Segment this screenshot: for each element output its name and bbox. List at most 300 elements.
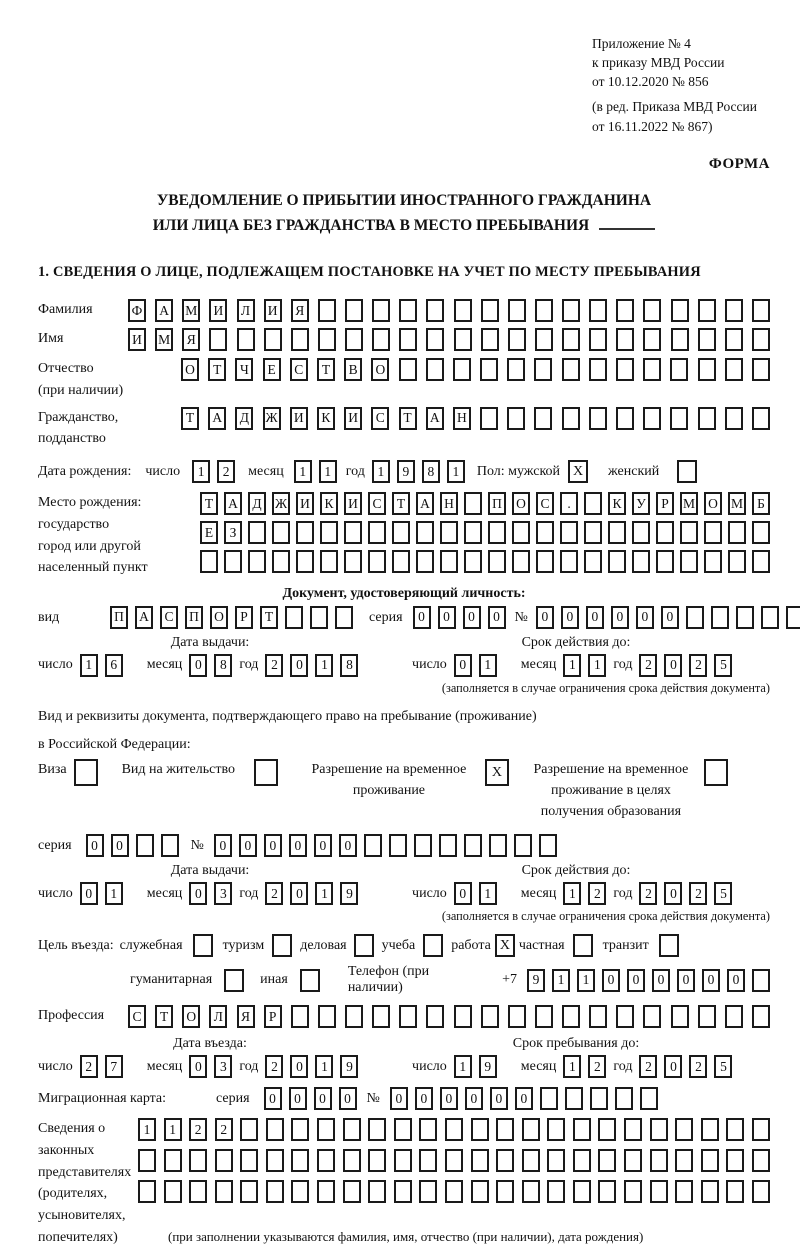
form-cell[interactable] xyxy=(240,1180,258,1203)
form-cell[interactable]: Т xyxy=(399,407,417,430)
form-cell[interactable] xyxy=(464,521,482,544)
form-cell[interactable] xyxy=(392,521,410,544)
form-cell[interactable]: И xyxy=(128,328,146,351)
form-cell[interactable]: 0 xyxy=(536,606,554,629)
form-cell[interactable] xyxy=(291,1180,309,1203)
form-cell[interactable] xyxy=(264,328,282,351)
form-cell[interactable] xyxy=(643,358,661,381)
temp-residence-edu-checkbox[interactable] xyxy=(704,759,728,786)
form-cell[interactable] xyxy=(535,1005,553,1028)
form-cell[interactable] xyxy=(560,550,578,573)
form-cell[interactable]: 9 xyxy=(340,1055,358,1078)
form-cell[interactable] xyxy=(608,550,626,573)
form-cell[interactable] xyxy=(317,1149,335,1172)
form-cell[interactable] xyxy=(598,1118,616,1141)
form-cell[interactable]: 0 xyxy=(490,1087,508,1110)
form-cell[interactable] xyxy=(291,1118,309,1141)
form-cell[interactable]: 2 xyxy=(639,654,657,677)
form-cell[interactable]: Ж xyxy=(272,492,290,515)
form-cell[interactable]: 0 xyxy=(454,882,472,905)
form-cell[interactable]: 0 xyxy=(239,834,257,857)
form-cell[interactable] xyxy=(680,521,698,544)
form-cell[interactable] xyxy=(573,1118,591,1141)
form-cell[interactable] xyxy=(752,1118,770,1141)
form-cell[interactable]: 0 xyxy=(661,606,679,629)
form-cell[interactable] xyxy=(426,1005,444,1028)
form-cell[interactable] xyxy=(318,299,336,322)
form-cell[interactable]: 0 xyxy=(264,834,282,857)
form-cell[interactable] xyxy=(650,1180,668,1203)
form-cell[interactable]: 1 xyxy=(315,882,333,905)
form-cell[interactable] xyxy=(266,1118,284,1141)
form-cell[interactable]: 2 xyxy=(265,1055,283,1078)
form-cell[interactable]: С xyxy=(290,358,308,381)
form-cell[interactable] xyxy=(671,1005,689,1028)
form-cell[interactable]: О xyxy=(182,1005,200,1028)
form-cell[interactable]: З xyxy=(224,521,242,544)
form-cell[interactable] xyxy=(752,299,770,322)
form-cell[interactable] xyxy=(701,1149,719,1172)
form-cell[interactable]: 0 xyxy=(415,1087,433,1110)
form-cell[interactable] xyxy=(675,1180,693,1203)
form-cell[interactable] xyxy=(698,407,716,430)
form-cell[interactable] xyxy=(589,328,607,351)
form-cell[interactable] xyxy=(547,1118,565,1141)
form-cell[interactable] xyxy=(138,1149,156,1172)
form-cell[interactable]: 0 xyxy=(189,882,207,905)
form-cell[interactable] xyxy=(372,328,390,351)
form-cell[interactable]: 0 xyxy=(86,834,104,857)
form-cell[interactable] xyxy=(285,606,303,629)
form-cell[interactable] xyxy=(675,1118,693,1141)
form-cell[interactable] xyxy=(345,328,363,351)
form-cell[interactable] xyxy=(701,1180,719,1203)
form-cell[interactable] xyxy=(786,606,800,629)
form-cell[interactable] xyxy=(464,834,482,857)
form-cell[interactable]: 2 xyxy=(265,654,283,677)
form-cell[interactable] xyxy=(624,1118,642,1141)
form-cell[interactable] xyxy=(584,492,602,515)
form-cell[interactable] xyxy=(512,521,530,544)
form-cell[interactable]: Д xyxy=(235,407,253,430)
form-cell[interactable] xyxy=(209,328,227,351)
form-cell[interactable] xyxy=(136,834,154,857)
form-cell[interactable] xyxy=(534,358,552,381)
form-cell[interactable] xyxy=(464,550,482,573)
form-cell[interactable]: 1 xyxy=(563,1055,581,1078)
form-cell[interactable]: . xyxy=(560,492,578,515)
form-cell[interactable] xyxy=(671,328,689,351)
form-cell[interactable]: 7 xyxy=(105,1055,123,1078)
form-cell[interactable] xyxy=(317,1180,335,1203)
form-cell[interactable] xyxy=(464,492,482,515)
form-cell[interactable] xyxy=(481,299,499,322)
form-cell[interactable]: 8 xyxy=(422,460,440,483)
form-cell[interactable]: 2 xyxy=(588,882,606,905)
form-cell[interactable] xyxy=(200,550,218,573)
gender-male-checkbox[interactable]: X xyxy=(568,460,588,483)
form-cell[interactable]: 0 xyxy=(664,654,682,677)
form-cell[interactable]: 9 xyxy=(527,969,545,992)
form-cell[interactable] xyxy=(698,358,716,381)
form-cell[interactable]: 0 xyxy=(413,606,431,629)
form-cell[interactable] xyxy=(704,521,722,544)
form-cell[interactable]: 0 xyxy=(463,606,481,629)
form-cell[interactable] xyxy=(320,521,338,544)
form-cell[interactable] xyxy=(562,1005,580,1028)
form-cell[interactable] xyxy=(522,1149,540,1172)
form-cell[interactable] xyxy=(632,521,650,544)
form-cell[interactable] xyxy=(368,1149,386,1172)
form-cell[interactable] xyxy=(344,521,362,544)
form-cell[interactable]: 2 xyxy=(588,1055,606,1078)
form-cell[interactable]: П xyxy=(110,606,128,629)
form-cell[interactable]: 0 xyxy=(339,1087,357,1110)
form-cell[interactable]: Н xyxy=(453,407,471,430)
form-cell[interactable]: Д xyxy=(248,492,266,515)
form-cell[interactable]: Ч xyxy=(235,358,253,381)
form-cell[interactable]: Е xyxy=(263,358,281,381)
form-cell[interactable] xyxy=(445,1180,463,1203)
form-cell[interactable] xyxy=(725,328,743,351)
form-cell[interactable] xyxy=(573,1149,591,1172)
form-cell[interactable]: У xyxy=(632,492,650,515)
form-cell[interactable] xyxy=(237,328,255,351)
purpose-tourism-checkbox[interactable] xyxy=(272,934,292,957)
form-cell[interactable]: П xyxy=(185,606,203,629)
gender-female-checkbox[interactable] xyxy=(677,460,697,483)
form-cell[interactable] xyxy=(616,1005,634,1028)
form-cell[interactable] xyxy=(752,521,770,544)
form-cell[interactable] xyxy=(368,521,386,544)
purpose-humanitarian-checkbox[interactable] xyxy=(224,969,244,992)
form-cell[interactable] xyxy=(440,550,458,573)
form-cell[interactable]: 2 xyxy=(689,882,707,905)
form-cell[interactable]: 0 xyxy=(314,834,332,857)
form-cell[interactable] xyxy=(589,407,607,430)
form-cell[interactable]: О xyxy=(371,358,389,381)
form-cell[interactable] xyxy=(725,407,743,430)
form-cell[interactable]: 0 xyxy=(390,1087,408,1110)
form-cell[interactable] xyxy=(686,606,704,629)
form-cell[interactable] xyxy=(508,299,526,322)
form-cell[interactable] xyxy=(670,358,688,381)
form-cell[interactable]: 0 xyxy=(339,834,357,857)
form-cell[interactable]: 3 xyxy=(214,882,232,905)
form-cell[interactable]: 2 xyxy=(639,1055,657,1078)
form-cell[interactable] xyxy=(272,521,290,544)
form-cell[interactable] xyxy=(480,358,498,381)
form-cell[interactable]: 6 xyxy=(105,654,123,677)
form-cell[interactable] xyxy=(291,1149,309,1172)
form-cell[interactable] xyxy=(399,358,417,381)
form-cell[interactable]: 0 xyxy=(664,1055,682,1078)
form-cell[interactable]: Т xyxy=(181,407,199,430)
form-cell[interactable]: Я xyxy=(237,1005,255,1028)
form-cell[interactable] xyxy=(640,1087,658,1110)
form-cell[interactable]: 0 xyxy=(80,882,98,905)
form-cell[interactable] xyxy=(240,1149,258,1172)
form-cell[interactable]: 1 xyxy=(479,882,497,905)
form-cell[interactable]: 2 xyxy=(189,1118,207,1141)
form-cell[interactable]: Н xyxy=(440,492,458,515)
form-cell[interactable]: 0 xyxy=(586,606,604,629)
form-cell[interactable]: Т xyxy=(155,1005,173,1028)
form-cell[interactable] xyxy=(399,328,417,351)
purpose-study-checkbox[interactable] xyxy=(423,934,443,957)
form-cell[interactable]: Т xyxy=(208,358,226,381)
form-cell[interactable] xyxy=(164,1149,182,1172)
form-cell[interactable]: А xyxy=(416,492,434,515)
form-cell[interactable] xyxy=(562,299,580,322)
purpose-transit-checkbox[interactable] xyxy=(659,934,679,957)
form-cell[interactable]: 1 xyxy=(372,460,390,483)
form-cell[interactable] xyxy=(752,1005,770,1028)
form-cell[interactable] xyxy=(317,1118,335,1141)
form-cell[interactable]: Р xyxy=(235,606,253,629)
form-cell[interactable]: 5 xyxy=(714,654,732,677)
form-cell[interactable] xyxy=(584,521,602,544)
form-cell[interactable] xyxy=(488,521,506,544)
form-cell[interactable] xyxy=(224,550,242,573)
form-cell[interactable] xyxy=(643,328,661,351)
form-cell[interactable] xyxy=(589,1005,607,1028)
form-cell[interactable]: 1 xyxy=(552,969,570,992)
form-cell[interactable] xyxy=(535,299,553,322)
form-cell[interactable]: 0 xyxy=(515,1087,533,1110)
form-cell[interactable]: 2 xyxy=(215,1118,233,1141)
form-cell[interactable] xyxy=(394,1149,412,1172)
form-cell[interactable] xyxy=(481,328,499,351)
form-cell[interactable]: И xyxy=(344,407,362,430)
form-cell[interactable] xyxy=(344,550,362,573)
form-cell[interactable] xyxy=(547,1149,565,1172)
form-cell[interactable] xyxy=(508,328,526,351)
form-cell[interactable]: 0 xyxy=(189,654,207,677)
form-cell[interactable] xyxy=(608,521,626,544)
form-cell[interactable] xyxy=(671,299,689,322)
form-cell[interactable]: 0 xyxy=(440,1087,458,1110)
form-cell[interactable] xyxy=(752,550,770,573)
form-cell[interactable] xyxy=(643,299,661,322)
form-cell[interactable] xyxy=(752,969,770,992)
form-cell[interactable] xyxy=(138,1180,156,1203)
form-cell[interactable] xyxy=(296,521,314,544)
form-cell[interactable] xyxy=(752,1180,770,1203)
form-cell[interactable] xyxy=(643,1005,661,1028)
form-cell[interactable] xyxy=(318,1005,336,1028)
form-cell[interactable] xyxy=(573,1180,591,1203)
form-cell[interactable] xyxy=(680,550,698,573)
form-cell[interactable]: 2 xyxy=(689,654,707,677)
form-cell[interactable]: И xyxy=(296,492,314,515)
form-cell[interactable] xyxy=(522,1180,540,1203)
form-cell[interactable] xyxy=(343,1118,361,1141)
form-cell[interactable] xyxy=(419,1149,437,1172)
form-cell[interactable] xyxy=(726,1180,744,1203)
form-cell[interactable]: 5 xyxy=(714,1055,732,1078)
form-cell[interactable] xyxy=(752,358,770,381)
form-cell[interactable]: 1 xyxy=(138,1118,156,1141)
form-cell[interactable] xyxy=(701,1118,719,1141)
form-cell[interactable] xyxy=(320,550,338,573)
form-cell[interactable] xyxy=(248,521,266,544)
form-cell[interactable]: 9 xyxy=(340,882,358,905)
purpose-business-checkbox[interactable] xyxy=(354,934,374,957)
form-cell[interactable] xyxy=(507,358,525,381)
form-cell[interactable]: 2 xyxy=(265,882,283,905)
form-cell[interactable] xyxy=(439,834,457,857)
form-cell[interactable]: И xyxy=(344,492,362,515)
form-cell[interactable] xyxy=(726,1118,744,1141)
form-cell[interactable]: 0 xyxy=(290,1055,308,1078)
form-cell[interactable] xyxy=(643,407,661,430)
form-cell[interactable]: Р xyxy=(264,1005,282,1028)
form-cell[interactable]: 1 xyxy=(454,1055,472,1078)
form-cell[interactable] xyxy=(562,358,580,381)
form-cell[interactable]: 1 xyxy=(164,1118,182,1141)
form-cell[interactable]: 0 xyxy=(652,969,670,992)
form-cell[interactable] xyxy=(728,550,746,573)
form-cell[interactable] xyxy=(368,1180,386,1203)
form-cell[interactable]: М xyxy=(680,492,698,515)
form-cell[interactable]: 0 xyxy=(264,1087,282,1110)
form-cell[interactable]: 0 xyxy=(702,969,720,992)
form-cell[interactable]: 0 xyxy=(111,834,129,857)
form-cell[interactable] xyxy=(598,1180,616,1203)
form-cell[interactable] xyxy=(368,1118,386,1141)
form-cell[interactable] xyxy=(189,1180,207,1203)
form-cell[interactable]: 2 xyxy=(689,1055,707,1078)
form-cell[interactable] xyxy=(560,521,578,544)
form-cell[interactable]: 9 xyxy=(479,1055,497,1078)
form-cell[interactable] xyxy=(736,606,754,629)
form-cell[interactable]: 0 xyxy=(314,1087,332,1110)
form-cell[interactable] xyxy=(632,550,650,573)
form-cell[interactable] xyxy=(215,1149,233,1172)
form-cell[interactable] xyxy=(454,328,472,351)
form-cell[interactable] xyxy=(454,1005,472,1028)
form-cell[interactable]: 0 xyxy=(636,606,654,629)
form-cell[interactable] xyxy=(562,328,580,351)
form-cell[interactable]: 0 xyxy=(611,606,629,629)
form-cell[interactable]: В xyxy=(344,358,362,381)
form-cell[interactable] xyxy=(454,299,472,322)
form-cell[interactable] xyxy=(266,1180,284,1203)
form-cell[interactable] xyxy=(272,550,290,573)
form-cell[interactable]: С xyxy=(536,492,554,515)
form-cell[interactable] xyxy=(372,1005,390,1028)
form-cell[interactable]: 1 xyxy=(588,654,606,677)
form-cell[interactable] xyxy=(426,299,444,322)
form-cell[interactable] xyxy=(675,1149,693,1172)
form-cell[interactable]: О xyxy=(181,358,199,381)
form-cell[interactable] xyxy=(616,299,634,322)
form-cell[interactable] xyxy=(725,299,743,322)
form-cell[interactable]: С xyxy=(160,606,178,629)
form-cell[interactable] xyxy=(598,1149,616,1172)
form-cell[interactable] xyxy=(248,550,266,573)
form-cell[interactable] xyxy=(445,1118,463,1141)
form-cell[interactable] xyxy=(728,521,746,544)
form-cell[interactable]: 0 xyxy=(214,834,232,857)
form-cell[interactable]: 8 xyxy=(340,654,358,677)
form-cell[interactable] xyxy=(547,1180,565,1203)
form-cell[interactable] xyxy=(565,1087,583,1110)
form-cell[interactable]: А xyxy=(224,492,242,515)
form-cell[interactable]: С xyxy=(368,492,386,515)
form-cell[interactable] xyxy=(368,550,386,573)
form-cell[interactable] xyxy=(496,1149,514,1172)
form-cell[interactable] xyxy=(215,1180,233,1203)
form-cell[interactable]: 3 xyxy=(214,1055,232,1078)
form-cell[interactable]: И xyxy=(209,299,227,322)
form-cell[interactable] xyxy=(343,1180,361,1203)
form-cell[interactable]: 0 xyxy=(289,1087,307,1110)
form-cell[interactable] xyxy=(426,328,444,351)
form-cell[interactable] xyxy=(445,1149,463,1172)
form-cell[interactable] xyxy=(725,1005,743,1028)
form-cell[interactable]: 0 xyxy=(561,606,579,629)
form-cell[interactable]: 1 xyxy=(563,654,581,677)
form-cell[interactable]: П xyxy=(488,492,506,515)
form-cell[interactable]: А xyxy=(208,407,226,430)
form-cell[interactable] xyxy=(507,407,525,430)
form-cell[interactable] xyxy=(310,606,328,629)
form-cell[interactable] xyxy=(471,1149,489,1172)
form-cell[interactable]: И xyxy=(290,407,308,430)
form-cell[interactable]: С xyxy=(371,407,389,430)
form-cell[interactable] xyxy=(540,1087,558,1110)
form-cell[interactable] xyxy=(726,1149,744,1172)
form-cell[interactable]: С xyxy=(128,1005,146,1028)
form-cell[interactable] xyxy=(589,299,607,322)
form-cell[interactable]: 9 xyxy=(397,460,415,483)
form-cell[interactable]: 1 xyxy=(80,654,98,677)
form-cell[interactable] xyxy=(704,550,722,573)
form-cell[interactable] xyxy=(343,1149,361,1172)
form-cell[interactable] xyxy=(752,328,770,351)
form-cell[interactable] xyxy=(589,358,607,381)
purpose-private-checkbox[interactable] xyxy=(573,934,593,957)
form-cell[interactable]: 1 xyxy=(563,882,581,905)
form-cell[interactable]: Я xyxy=(182,328,200,351)
form-cell[interactable] xyxy=(372,299,390,322)
form-cell[interactable]: 0 xyxy=(602,969,620,992)
form-cell[interactable] xyxy=(419,1118,437,1141)
form-cell[interactable]: К xyxy=(608,492,626,515)
form-cell[interactable]: 1 xyxy=(479,654,497,677)
form-cell[interactable] xyxy=(392,550,410,573)
form-cell[interactable] xyxy=(539,834,557,857)
form-cell[interactable] xyxy=(318,328,336,351)
form-cell[interactable]: Я xyxy=(291,299,309,322)
form-cell[interactable]: 1 xyxy=(294,460,312,483)
purpose-official-checkbox[interactable] xyxy=(193,934,213,957)
form-cell[interactable]: М xyxy=(155,328,173,351)
form-cell[interactable] xyxy=(416,550,434,573)
form-cell[interactable] xyxy=(670,407,688,430)
form-cell[interactable]: Т xyxy=(200,492,218,515)
form-cell[interactable]: А xyxy=(426,407,444,430)
form-cell[interactable]: 1 xyxy=(105,882,123,905)
form-cell[interactable] xyxy=(752,407,770,430)
form-cell[interactable] xyxy=(399,1005,417,1028)
form-cell[interactable] xyxy=(291,328,309,351)
form-cell[interactable]: Ф xyxy=(128,299,146,322)
form-cell[interactable]: 5 xyxy=(714,882,732,905)
form-cell[interactable]: Т xyxy=(260,606,278,629)
